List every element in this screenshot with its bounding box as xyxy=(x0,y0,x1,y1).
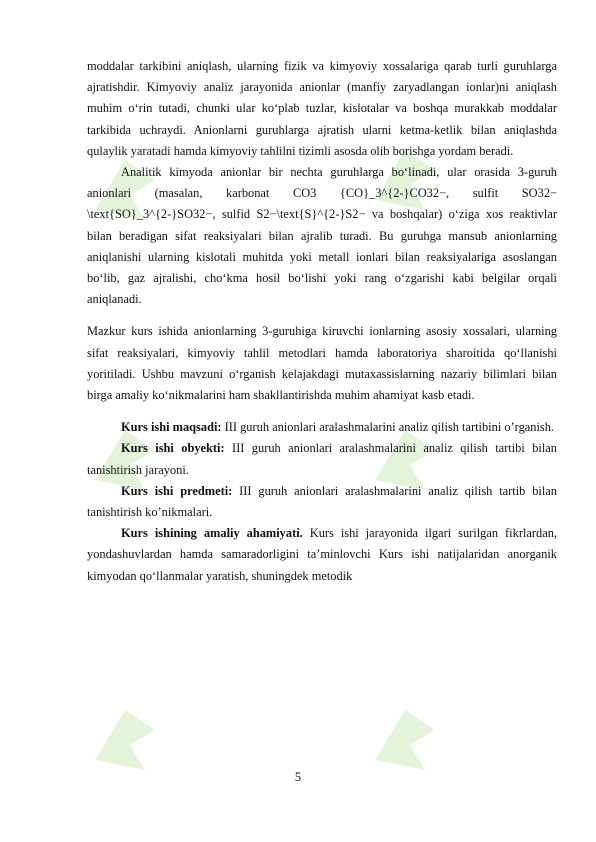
course-goal-label: Kurs ishi maqsadi: xyxy=(121,420,222,435)
course-object-text: III guruh anionlari aralashmalarini analiz qilish tartibi bilan tanishtirish jarayoni. xyxy=(87,441,557,477)
watermark-logo-icon xyxy=(365,700,445,780)
course-subject-label: Kurs ishi predmeti: xyxy=(121,483,233,498)
page-number: 5 xyxy=(294,770,302,784)
course-subject-text: III guruh anionlari aralashmalarini analiz qilish tartib bilan tanishtirish ko’nikmalari. xyxy=(87,483,558,520)
watermark-logo-icon xyxy=(85,700,165,780)
practical-importance-text: Kurs ishi jarayonida ilgari surilgan fikrlardan, yondashuvlardan hamda samaradorligini ta’minlovchi Kurs ishi natijalaridan anorganik kimyodan qo‘llanmalar yaratish, shuningdek metodik xyxy=(87,526,557,583)
paragraph-course-object xyxy=(87,438,557,480)
practical-importance-label: Kurs ishining amaliy ahamiyati. xyxy=(121,526,303,541)
paragraph-intro: moddalar tarkibini aniqlash, ularning fizik va kimyoviy xossalariga qarab turli guruhlarga ajratishdir. Kimyoviy analiz jarayonida anionlar (manfiy zaryadlangan ionlar)ni aniqlash muhim o‘rin tutadi, chunki ular ko‘plab tuzlar, kislotalar va boshqa murakkab moddalar tarkibida uchraydi. Anionlarni guruhlarga ajratish ularni ketma-ketlik bilan aniqlashda qulaylik yaratadi hamda kimyoviy tahlilni tizimli asosda olib borishga yordam beradi. xyxy=(87,59,557,158)
paragraph-practical-importance xyxy=(87,523,557,587)
paragraph-course-goal xyxy=(87,417,557,438)
document-page xyxy=(87,56,557,587)
paragraph-course-subject xyxy=(87,481,557,523)
paragraph-course-scope: Mazkur kurs ishida anionlarning 3-guruhiga kiruvchi ionlarning asosiy xossalari, ularning sifat reaksiyalari, kimyoviy tahlil metodlari hamda laboratoriya sharoitida qo‘llanishi yoritiladi. Ushbu mavzuni o‘rganish kelajakdagi mutaxassislarning nazariy bilimlari bilan birga amaliy ko‘nikmalarini ham shakllantirishda muhim ahamiyat kasb etadi. xyxy=(87,324,557,403)
course-object-label: Kurs ishi obyekti: xyxy=(121,441,225,456)
paragraph-anion-groups: Analitik kimyoda anionlar bir nechta guruhlarga bo‘linadi, ular orasida 3-guruh anionlari (masalan, karbonat CO3 {CO}_3^{2-}CO32−, sulfit SO32−\text{SO}_3^{2-}SO32−, sulfid S2−\text{S}^{2-}S2− va boshqalar) o‘ziga xos reaktivlar bilan beradigan sifat reaksiyalari bilan ajralib turadi. Bu guruhga mansub anionlarning aniqlanishi ularning kislotali muhitda yoki metall ionlari bilan reaksiyalariga asoslangan bo‘lib, gaz ajralishi, cho‘kma hosil bo‘lishi yoki rang o‘zgarishi kabi belgilar orqali aniqlanadi. xyxy=(87,165,557,307)
course-goal-text: III guruh anionlari aralashmalarini analiz qilish tartibini o’rganish. xyxy=(221,420,555,435)
